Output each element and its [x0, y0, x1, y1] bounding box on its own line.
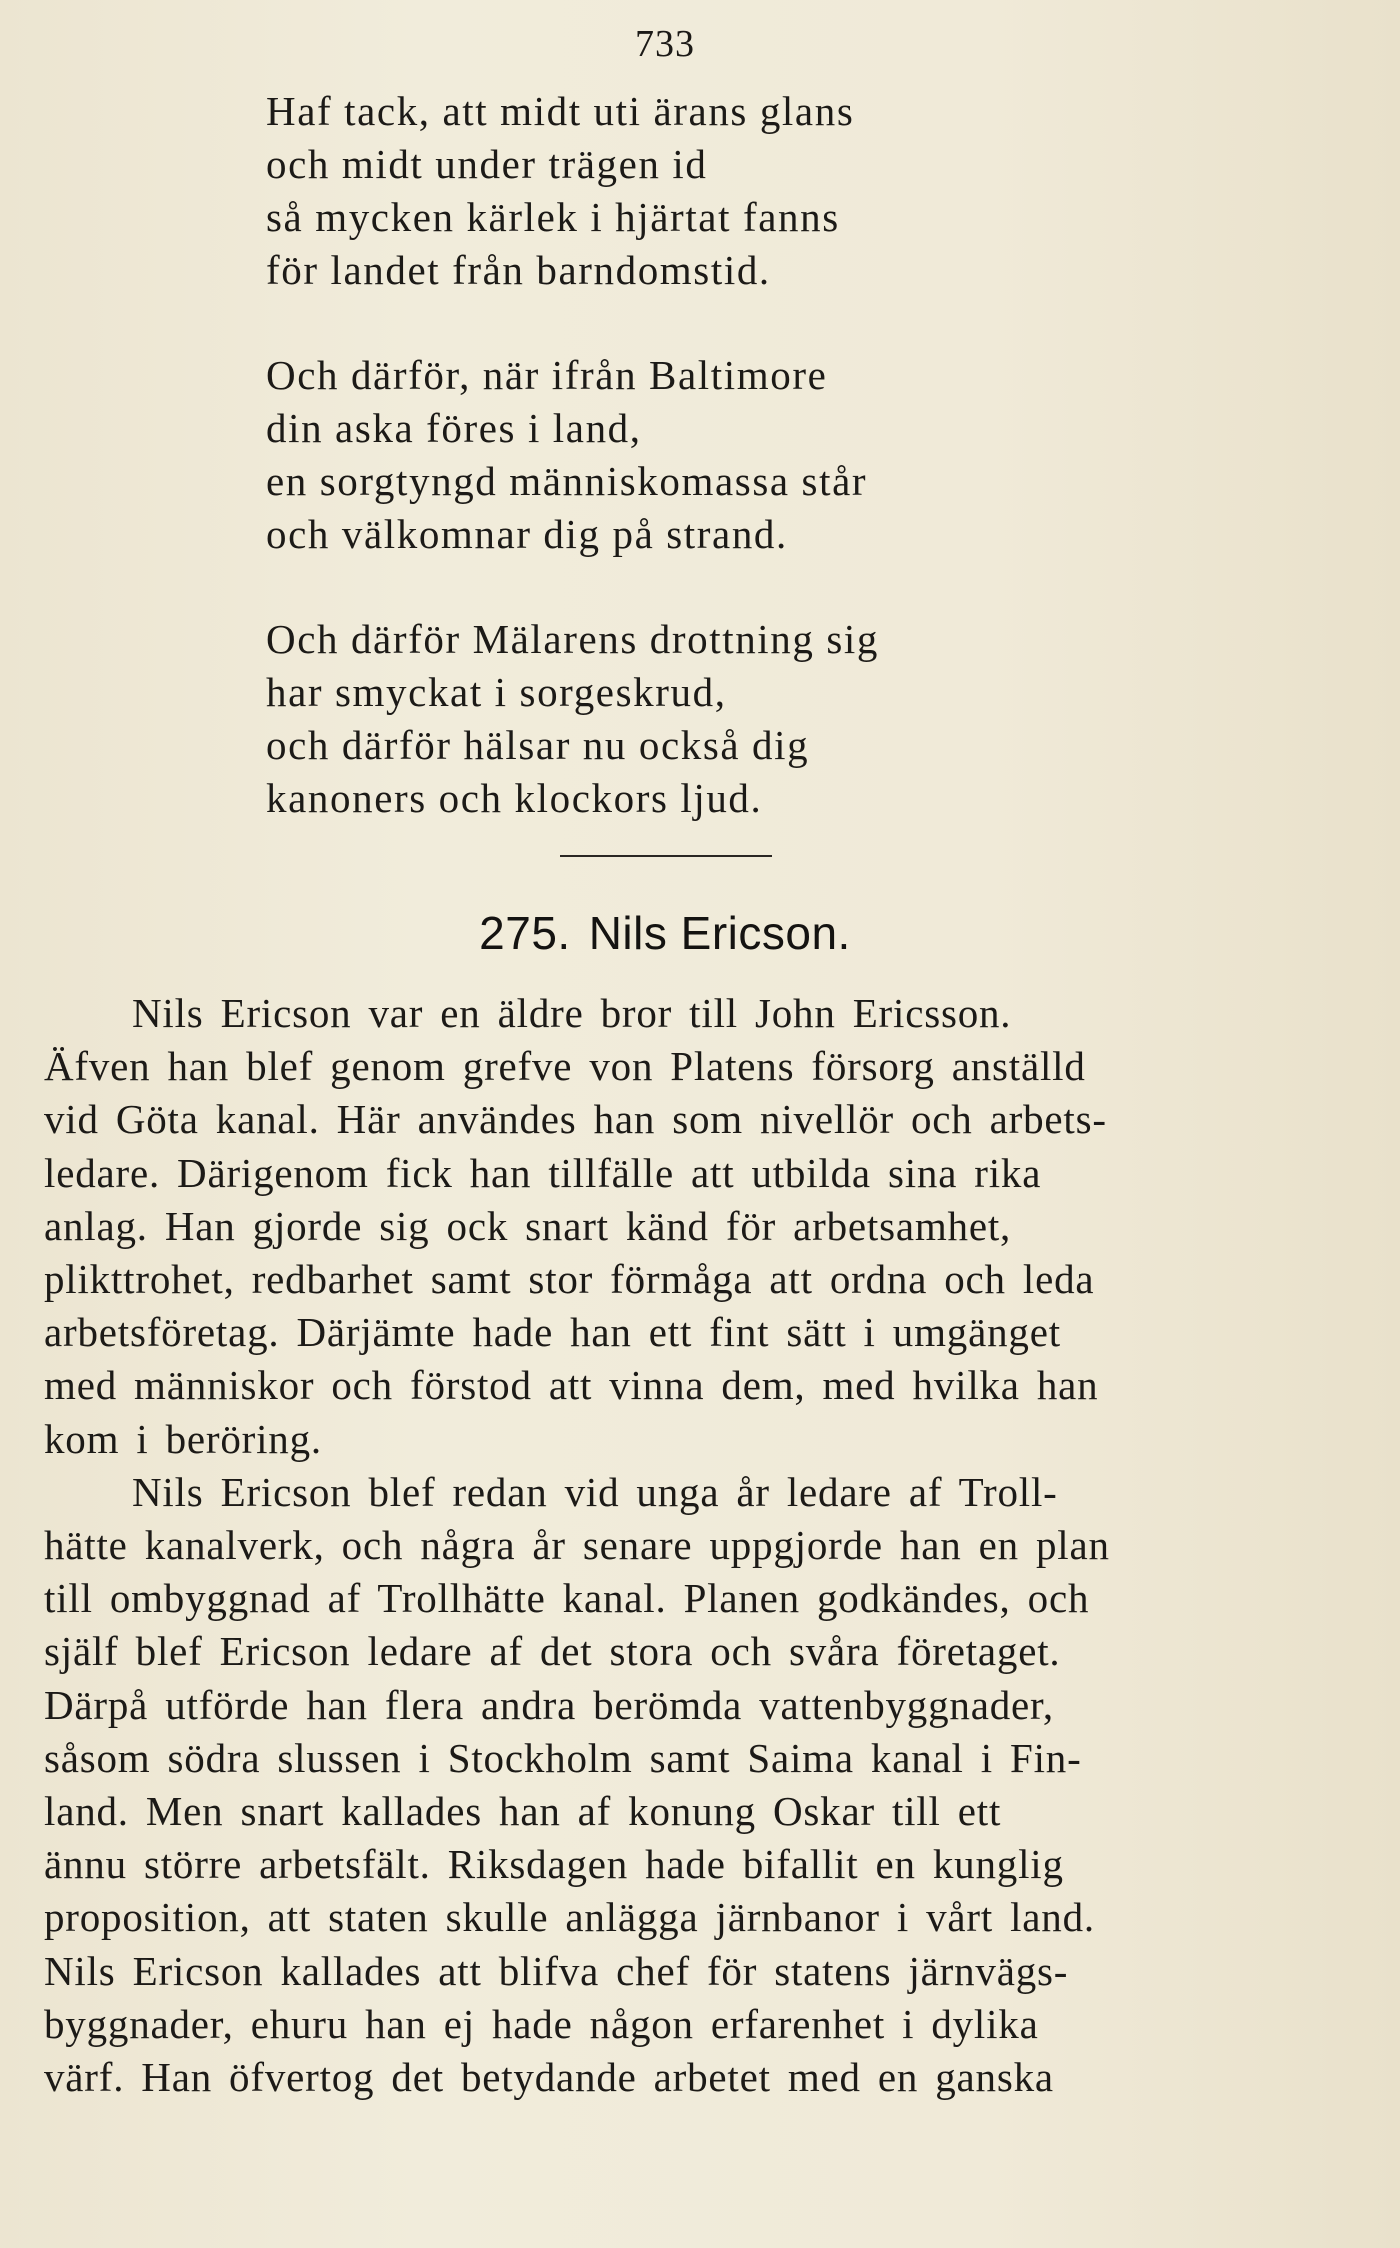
- paragraph-line: kom i beröring.: [44, 1415, 322, 1462]
- poem-line: din aska föres i land,: [266, 405, 642, 451]
- paragraph-line: hätte kanalverk, och några år senare uppgjorde han en plan: [44, 1522, 1110, 1569]
- poem-line: har smyckat i sorgeskrud,: [266, 669, 727, 715]
- poem-line: en sorgtyngd människomassa står: [266, 458, 868, 504]
- poem-line: och därför hälsar nu också dig: [266, 722, 810, 768]
- paragraph-line: anlag. Han gjorde sig ock snart känd för arbetsamhet,: [44, 1202, 1012, 1249]
- poem: [266, 85, 1066, 877]
- paragraph-line: Nils Ericson blef redan vid unga år ledare af Troll-: [132, 1468, 1058, 1515]
- section-heading: [0, 905, 1330, 961]
- paragraph-line: byggnader, ehuru han ej hade någon erfarenhet i dylika: [44, 2000, 1039, 2047]
- paragraph-line: såsom södra slussen i Stockholm samt Saima kanal i Fin-: [44, 1734, 1082, 1781]
- poem-line: så mycken kärlek i hjärtat fanns: [266, 194, 840, 240]
- paragraph-line: proposition, att staten skulle anlägga järnbanor i vårt land.: [44, 1894, 1095, 1941]
- paragraph-line: vid Göta kanal. Här användes han som nivellör och arbets-: [44, 1096, 1107, 1143]
- paragraph-line: plikttrohet, redbarhet samt stor förmåga att ordna och leda: [44, 1256, 1095, 1303]
- paragraph-line: Därpå utförde han flera andra berömda vattenbyggnader,: [44, 1681, 1054, 1728]
- section-title: Nils Ericson.: [588, 907, 851, 959]
- paragraph-line: Nils Ericson var en äldre bror till John Ericsson.: [132, 990, 1012, 1036]
- paragraph-line: ledare. Därigenom fick han tillfälle att utbilda sina rika: [44, 1149, 1042, 1196]
- poem-stanza: [266, 349, 1066, 561]
- section-number: 275.: [479, 907, 571, 959]
- paragraph-line: ännu större arbetsfält. Riksdagen hade bifallit en kunglig: [44, 1841, 1064, 1888]
- paragraph-line: Äfven han blef genom grefve von Platens försorg anställd: [44, 1043, 1086, 1090]
- poem-line: och midt under trägen id: [266, 141, 708, 187]
- paragraph-line: med människor och förstod att vinna dem, med hvilka han: [44, 1362, 1099, 1409]
- paragraph-line: till ombyggnad af Trollhätte kanal. Planen godkändes, och: [44, 1575, 1090, 1622]
- poem-stanza: [266, 85, 1066, 297]
- poem-line: Och därför, när ifrån Baltimore: [266, 352, 828, 398]
- paragraph-line: Nils Ericson kallades att blifva chef för statens järnvägs-: [44, 1947, 1069, 1994]
- page-number: 733: [635, 23, 695, 65]
- paragraph-line: land. Men snart kallades han af konung Oskar till ett: [44, 1788, 1002, 1835]
- section-body: [44, 987, 1302, 2104]
- poem-line: kanoners och klockors ljud.: [266, 775, 763, 821]
- paragraph-line: själf blef Ericson ledare af det stora och svåra företaget.: [44, 1628, 1061, 1675]
- poem-line: Och därför Mälarens drottning sig: [266, 616, 879, 662]
- poem-line: för landet från barndomstid.: [266, 247, 771, 293]
- poem-stanza: [266, 613, 1066, 825]
- paragraph-line: arbetsföretag. Därjämte hade han ett fint sätt i umgänget: [44, 1309, 1061, 1356]
- poem-line: Haf tack, att midt uti ärans glans: [266, 88, 855, 134]
- section-divider: [560, 855, 772, 857]
- poem-line: och välkomnar dig på strand.: [266, 511, 788, 557]
- paragraph-line: värf. Han öfvertog det betydande arbetet med en ganska: [44, 2054, 1054, 2101]
